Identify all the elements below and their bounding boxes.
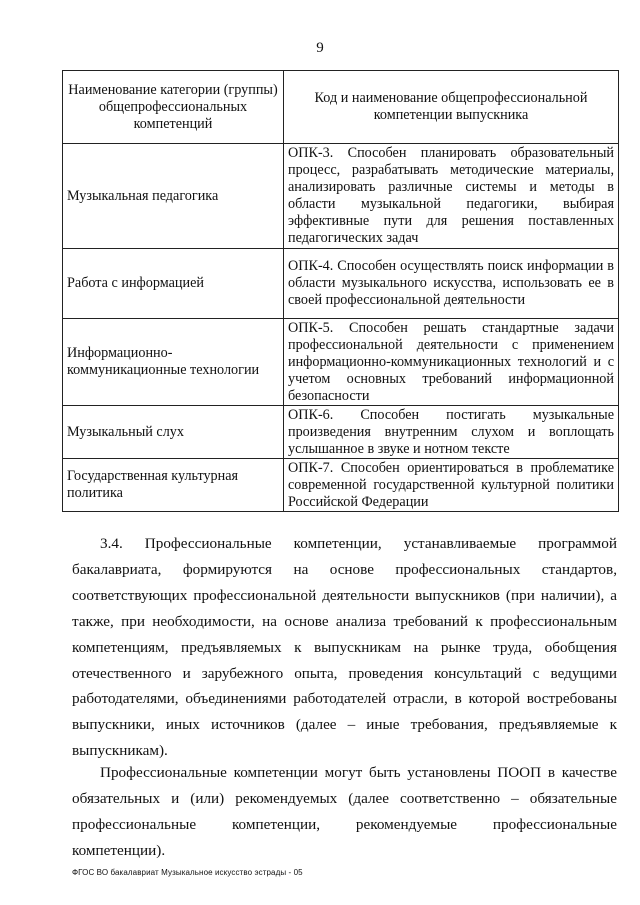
row-category: Музыкальная педагогика xyxy=(63,144,284,249)
row-category: Работа с информацией xyxy=(63,249,284,319)
header-code: Код и наименование общепрофессиональной компетенции выпускника xyxy=(284,71,619,144)
competences-table xyxy=(62,70,619,512)
page-number: 9 xyxy=(316,40,324,56)
row-category: Государственная культурная политика xyxy=(63,459,284,512)
table-row xyxy=(63,144,619,249)
table-row xyxy=(63,249,619,319)
footer-text: ФГОС ВО бакалавриат Музыкальное искусство эстрады - 05 xyxy=(72,868,303,877)
table-row xyxy=(63,406,619,459)
paragraph-professional-competences: Профессиональные компетенции могут быть установлены ПООП в качестве обязательных и (или) рекомендуемых (далее соответственно – обязательные профессиональные компетенции, рекомендуемые профессиональные компетенции). xyxy=(72,764,617,859)
row-category: Музыкальный слух xyxy=(63,406,284,459)
row-description: ОПК-6. Способен постигать музыкальные произведения внутренним слухом и воплощать услышанное в звуке и нотном тексте xyxy=(284,406,619,459)
row-description: ОПК-7. Способен ориентироваться в проблематике современной государственной культурной политики Российской Федерации xyxy=(284,459,619,512)
table-row xyxy=(63,459,619,512)
row-category: Информационно-коммуникационные технологии xyxy=(63,319,284,406)
row-description: ОПК-3. Способен планировать образовательный процесс, разрабатывать методические материалы, анализировать различные системы и методы в области музыкальной педагогики, выбирая эффективные пути для решения поставленных педагогических задач xyxy=(284,144,619,249)
table-header-row xyxy=(63,71,619,144)
paragraph-3-4: 3.4. Профессиональные компетенции, устанавливаемые программой бакалавриата, формируются на основе профессиональных стандартов, соответствующих профессиональной деятельности выпускников (при наличии), а также, при необходимости, на основе анализа требований к профессиональным компетенциям, предъявляемых к выпускникам на рынке труда, обобщения отечественного и зарубежного опыта, проведения консультаций с ведущими работодателями, объединениями работодателей отрасли, в которой востребованы выпускники, иных источников (далее – иные требования, предъявляемые к выпускникам). xyxy=(72,535,617,760)
row-description: ОПК-5. Способен решать стандартные задачи профессиональной деятельности с применением информационно-коммуникационных технологий и с учетом основных требований информационной безопасности xyxy=(284,319,619,406)
header-category: Наименование категории (группы) общепрофессиональных компетенций xyxy=(63,71,284,144)
table-row xyxy=(63,319,619,406)
row-description: ОПК-4. Способен осуществлять поиск информации в области музыкального искусства, использовать ее в своей профессиональной деятельности xyxy=(284,249,619,319)
